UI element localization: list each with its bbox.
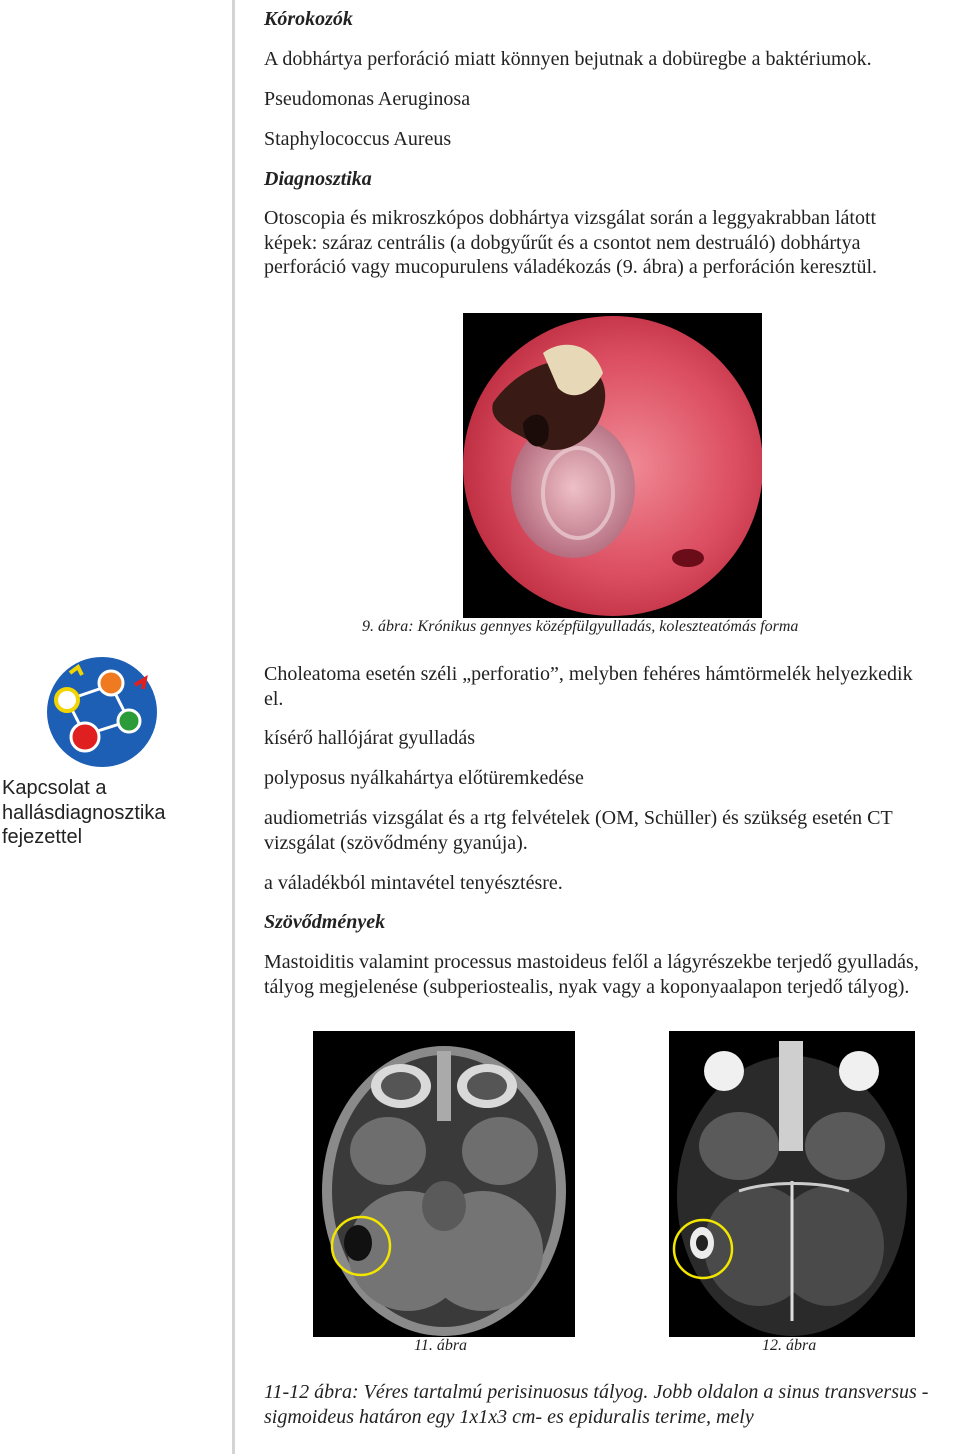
list-item: a váladékból mintavétel tenyésztésre. — [264, 872, 563, 894]
pathogen-item: Pseudomonas Aeruginosa — [264, 88, 471, 110]
list-item: kísérő hallójárat gyulladás — [264, 727, 476, 749]
figure-11-12-caption: 11-12 ábra: Véres tartalmú perisinuosus tályog. Jobb oldalon a sinus transversus - sigmoideus határon egy 1x1x3 cm- es epiduralis terime, mely — [264, 1381, 929, 1428]
hallasdiagnosztika-link-icon[interactable] — [45, 655, 159, 769]
figure-12-label: 12. ábra — [762, 1337, 817, 1354]
pathogens-intro: A dobhártya perforáció miatt könnyen bejutnak a dobüregbe a baktériumok. — [264, 48, 872, 70]
otoscope-image — [463, 313, 762, 618]
mri-figure-12 — [669, 1031, 915, 1337]
mri-figure-11 — [313, 1031, 575, 1337]
figure-11-label: 11. ábra — [414, 1337, 468, 1354]
complications-paragraph: Mastoiditis valamint processus mastoideus felől a lágyrészekbe terjedő gyulladás, tályog megjelenése (subperiostealis, nyak vagy a koponyaalapon terjedő tályog). — [264, 951, 919, 998]
column-divider — [232, 0, 235, 1454]
heading-pathogens: Kórokozók — [264, 8, 353, 30]
sidebar-link-text[interactable]: Kapcsolat a hallásdiagnosztika fejezettel — [2, 777, 166, 848]
heading-complications: Szövődmények — [264, 911, 386, 933]
pathogen-item: Staphylococcus Aureus — [264, 128, 452, 150]
list-item: audiometriás vizsgálat és a rtg felvételek (OM, Schüller) és szükség esetén CT vizsgálat (szövődmény gyanúja). — [264, 807, 893, 854]
figure-9-caption: 9. ábra: Krónikus gennyes középfülgyulladás, koleszteatómás forma — [362, 618, 799, 635]
cholesteatoma-paragraph: Choleatoma esetén széli „perforatio”, melyben fehéres hámtörmelék helyezkedik el. — [264, 663, 913, 710]
list-item: polyposus nyálkahártya előtüremkedése — [264, 767, 584, 789]
heading-diagnostics: Diagnosztika — [264, 168, 372, 190]
diagnostics-paragraph: Otoscopia és mikroszkópos dobhártya vizsgálat során a leggyakrabban látott képek: száraz centrális (a dobgyűrűt és a csontot nem destruáló) dobhártya perforáció vagy mucopurulens váladékozás (9. ábra) a perforáción keresztül. — [264, 207, 878, 278]
